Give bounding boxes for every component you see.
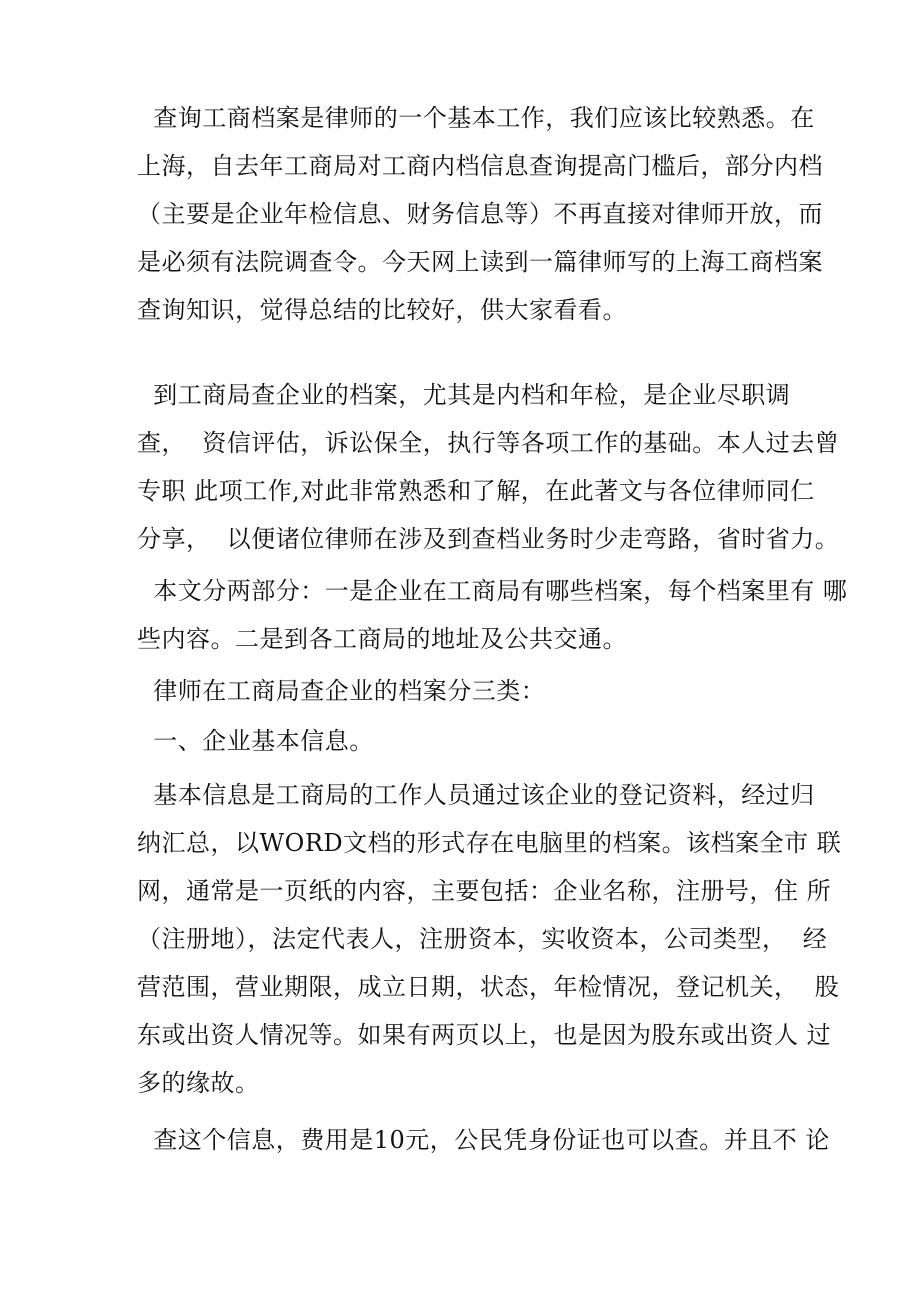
text-line: 查询知识，觉得总结的比较好，供大家看看。 [137, 296, 627, 324]
text-line: （主要是企业年检信息、财务信息等）不再直接对律师开放，而 [137, 200, 823, 228]
text-line: 多的缘故。 [137, 1069, 260, 1097]
text-line: 查， 资信评估，诉讼保全，执行等各项工作的基础。本人过去曾 [137, 429, 840, 457]
text-line: 查这个信息，费用是10元，公民凭身份证也可以查。并且不 论 [137, 1126, 830, 1154]
text-line: 本文分两部分：一是企业在工商局有哪些档案，每个档案里有 哪 [137, 577, 848, 605]
text-line: 专职 此项工作,对此非常熟悉和了解，在此著文与各位律师同仁 [137, 477, 815, 505]
text-line: 网，通常是一页纸的内容，主要包括：企业名称，注册号，住 所 [137, 877, 832, 905]
text-line: 查询工商档案是律师的一个基本工作，我们应该比较熟悉。在 [137, 104, 815, 132]
text-line: 到工商局查企业的档案，尤其是内档和年检，是企业尽职调 [137, 381, 791, 409]
text-line: 营范围，营业期限，成立日期，状态，年检情况，登记机关， 股 [137, 973, 840, 1001]
text-line: 基本信息是工商局的工作人员通过该企业的登记资料，经过归 [137, 781, 815, 809]
text-line: 是必须有法院调查令。今天网上读到一篇律师写的上海工商档案 [137, 248, 823, 276]
text-line: 些内容。二是到各工商局的地址及公共交通。 [137, 625, 627, 653]
text-line: 东或出资人情况等。如果有两页以上，也是因为股东或出资人 过 [137, 1021, 832, 1049]
text-line: （注册地），法定代表人，注册资本，实收资本，公司类型， 经 [137, 925, 828, 953]
text-line: 上海，自去年工商局对工商内档信息查询提高门槛后，部分内档 [137, 152, 823, 180]
text-line: 纳汇总，以WORD文档的形式存在电脑里的档案。该档案全市 联 [137, 829, 842, 857]
section-heading: 一、企业基本信息。 [137, 727, 374, 755]
text-line: 分享， 以便诸位律师在涉及到查档业务时少走弯路，省时省力。 [137, 525, 840, 553]
text-line: 律师在工商局查企业的档案分三类： [137, 677, 546, 705]
